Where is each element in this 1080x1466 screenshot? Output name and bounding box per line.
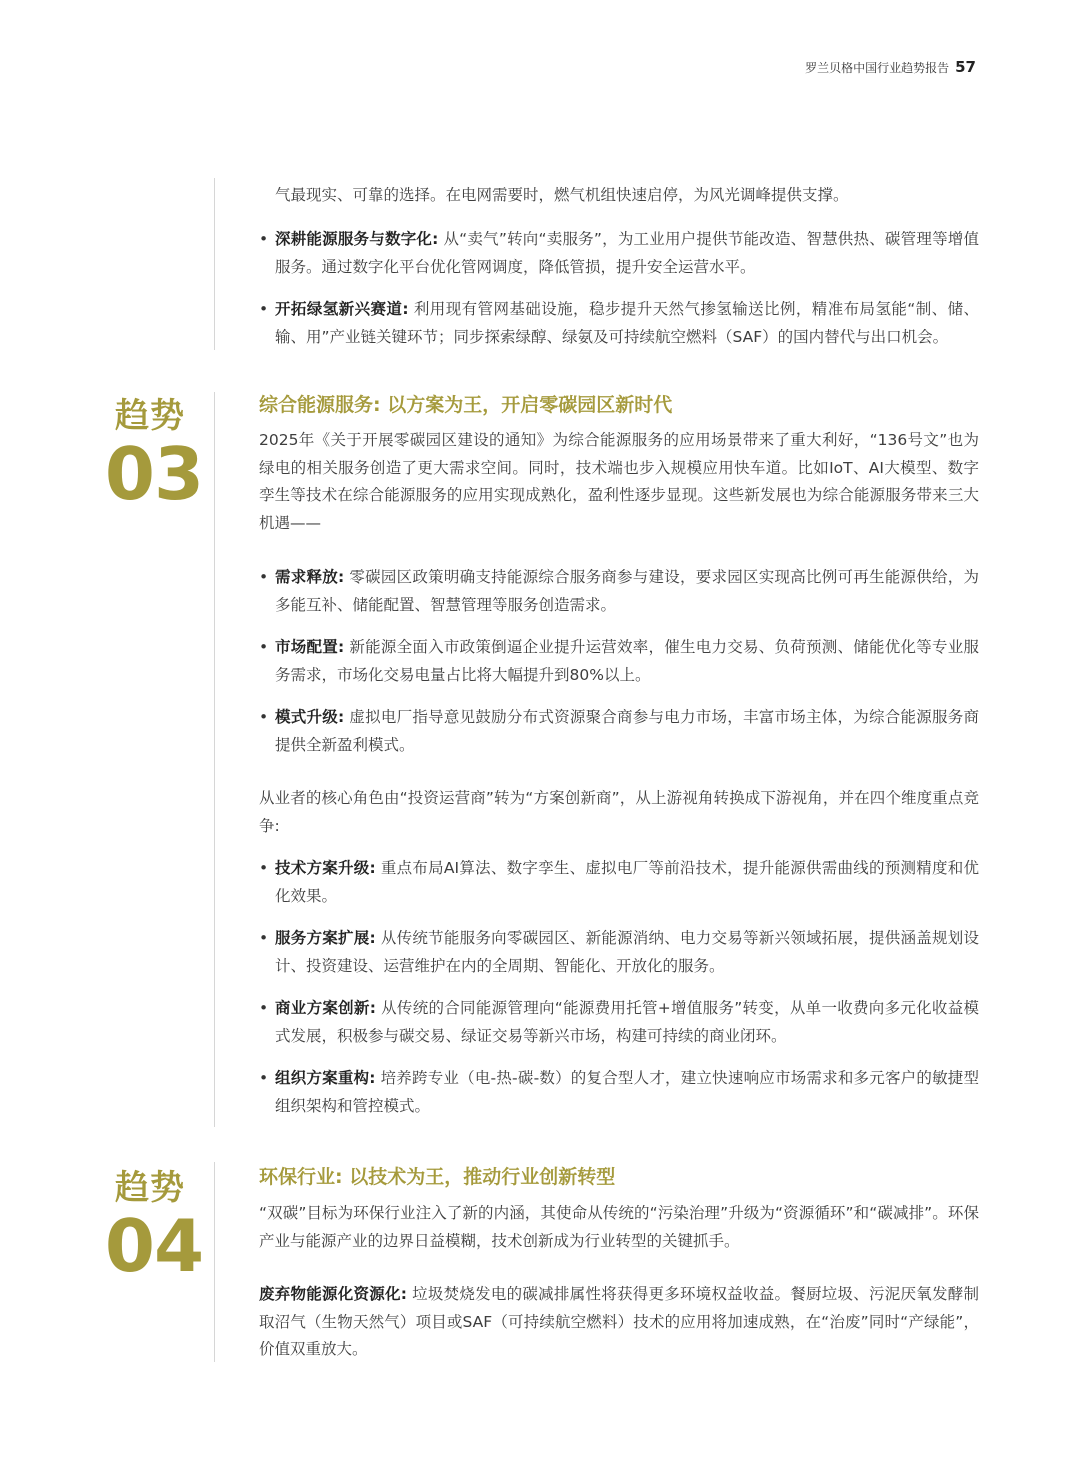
page-number: 57 [955, 58, 976, 76]
bullet-heading: 市场配置: [275, 638, 345, 656]
trend-number: 04 [104, 1204, 204, 1288]
list-item [259, 634, 979, 689]
bullet-text: 利用现有管网基础设施，稳步提升天然气掺氢输送比例，精准布局氢能“制、储、输、用”产业链关键环节；同步探索绿醇、绿氨及可持续航空燃料（SAF）的国内替代与出口机会。 [275, 300, 980, 346]
opportunity-list [259, 564, 979, 759]
list-item [259, 1065, 979, 1120]
bullet-heading: 商业方案创新: [275, 999, 376, 1017]
bullet-heading: 服务方案扩展: [275, 929, 376, 947]
section-intro: “双碳”目标为环保行业注入了新的内涵，其使命从传统的“污染治理”升级为“资源循环”和“碳减排”。环保产业与能源产业的边界日益模糊，技术创新成为行业转型的关键抓手。 [259, 1204, 979, 1250]
paragraph-text: 垃圾焚烧发电的碳减排属性将获得更多环境权益收益。餐厨垃圾、污泥厌氧发酵制取沼气（生物天然气）项目或SAF（可持续航空燃料）技术的应用将加速成熟，在“治废”同时“产绿能”，价值双重放大。 [259, 1285, 980, 1358]
bullet-text: 从“卖气”转向“卖服务”，为工业用户提供节能改造、智慧供热、碳管理等增值服务。通过数字化平台优化管网调度，降低管损，提升安全运营水平。 [275, 230, 979, 276]
bullet-heading: 深耕能源服务与数字化: [275, 230, 439, 248]
list-item [259, 296, 979, 351]
list-item [259, 704, 979, 759]
bullet-heading: 技术方案升级: [275, 859, 376, 877]
bullet-text: 新能源全面入市政策倒逼企业提升运营效率，催生电力交易、负荷预测、储能优化等专业服务需求，市场化交易电量占比将大幅提升到80%以上。 [275, 638, 979, 684]
section-divider-trend3 [214, 392, 215, 1127]
list-item [259, 925, 979, 980]
bullet-text: 培养跨专业（电-热-碳-数）的复合型人才，建立快速响应市场需求和多元客户的敏捷型组织架构和管控模式。 [275, 1069, 979, 1115]
list-item [259, 995, 979, 1050]
dimension-list [259, 855, 979, 1120]
trend-label: 趋势 [115, 396, 185, 436]
section-divider-top [214, 178, 215, 350]
page-header [805, 58, 976, 76]
waste-paragraph [259, 1281, 979, 1364]
report-title: 罗兰贝格中国行业趋势报告 [805, 61, 950, 75]
list-item [259, 226, 979, 281]
trend-number: 03 [104, 432, 204, 516]
section-intro: 2025年《关于开展零碳园区建设的通知》为综合能源服务的应用场景带来了重大利好，“136号文”也为绿电的相关服务创造了更大需求空间。同时，技术端也步入规模应用快车道。比如IoT、AI大模型、数字孪生等技术在综合能源服务的应用实现成熟化，盈利性逐步显现。这些新发展也为综合能源服务带来三大机遇—— [259, 431, 979, 532]
bullet-heading: 组织方案重构: [275, 1069, 376, 1087]
bullet-text: 从传统节能服务向零碳园区、新能源消纳、电力交易等新兴领域拓展，提供涵盖规划设计、投资建设、运营维护在内的全周期、智能化、开放化的服务。 [275, 929, 979, 975]
section-divider-trend4 [214, 1162, 215, 1362]
list-item [259, 564, 979, 619]
top-bullet-list [259, 226, 979, 351]
bullet-text: 重点布局AI算法、数字孪生、虚拟电厂等前沿技术，提升能源供需曲线的预测精度和优化效果。 [275, 859, 980, 905]
bullet-heading: 模式升级: [275, 708, 345, 726]
section-title: 环保行业: 以技术为王，推动行业创新转型 [259, 1166, 616, 1188]
bullet-text: 虚拟电厂指导意见鼓励分布式资源聚合商参与电力市场，丰富市场主体，为综合能源服务商提供全新盈利模式。 [275, 708, 979, 754]
section-title: 综合能源服务: 以方案为王，开启零碳园区新时代 [259, 394, 673, 416]
paragraph-heading: 废弃物能源化资源化: [259, 1285, 407, 1303]
continuation-text: 气最现实、可靠的选择。在电网需要时，燃气机组快速启停，为风光调峰提供支撑。 [275, 186, 849, 204]
bullet-heading: 需求释放: [275, 568, 345, 586]
list-item [259, 855, 979, 910]
bullet-text: 零碳园区政策明确支持能源综合服务商参与建设，要求园区实现高比例可再生能源供给，为多能互补、储能配置、智慧管理等服务创造需求。 [275, 568, 979, 614]
role-paragraph: 从业者的核心角色由“投资运营商”转为“方案创新商”，从上游视角转换成下游视角，并在四个维度重点竞争: [259, 789, 979, 835]
trend-label: 趋势 [115, 1168, 185, 1208]
bullet-heading: 开拓绿氢新兴赛道: [275, 300, 409, 318]
bullet-text: 从传统的合同能源管理向“能源费用托管+增值服务”转变，从单一收费向多元化收益模式发展，积极参与碳交易、绿证交易等新兴市场，构建可持续的商业闭环。 [275, 999, 980, 1045]
